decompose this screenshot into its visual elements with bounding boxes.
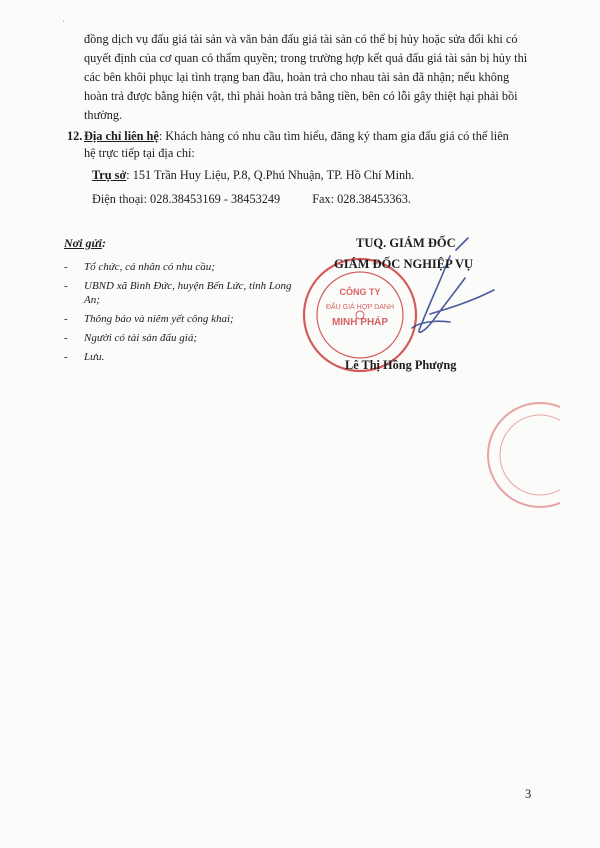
contact-line — [92, 192, 411, 207]
section-12-continuation: hệ trực tiếp tại địa chỉ: — [84, 146, 195, 160]
continued-paragraph — [84, 30, 530, 125]
partial-seal-impression — [480, 395, 560, 515]
section-title: Địa chỉ liên hệ — [84, 129, 159, 143]
address-label: Trụ sở — [92, 168, 127, 182]
section-12-heading — [67, 127, 532, 146]
paragraph-line: hoàn trả được bằng hiện vật, thì phải hoàn trả bằng tiền, bên có lỗi gây thiệt hại phải bồi — [84, 89, 518, 103]
signature-title-line1: TUQ. GIÁM ĐỐC — [356, 236, 456, 250]
margin-mark: ˌ — [62, 12, 65, 22]
section-number: 12. — [67, 129, 83, 143]
phone-number: Điện thoại: 028.38453169 - 38453249 — [92, 192, 281, 206]
recipient-item: - Lưu. — [64, 350, 294, 364]
recipients-heading: Nơi gửi: — [64, 236, 106, 250]
signer-name: Lê Thị Hồng Phượng — [345, 358, 457, 372]
page-number: 3 — [525, 787, 532, 801]
paragraph-line: quyết định của cơ quan có thẩm quyền; trong trường hợp kết quả đấu giá tài sản bị hủy thì — [84, 51, 528, 65]
recipient-item: - Thông báo và niêm yết công khai; — [64, 312, 294, 326]
paragraph-line: đồng dịch vụ đấu giá tài sản và văn bản đấu giá tài sản có thể bị hủy hoặc sửa đổi khi có — [84, 32, 518, 46]
recipients-list — [64, 260, 294, 364]
fax-number: Fax: 028.38453363. — [312, 192, 411, 206]
section-text: : Khách hàng có nhu cầu tìm hiểu, đăng ký tham gia đấu giá có thể liên — [158, 129, 509, 143]
recipient-item: - Người có tài sản đấu giá; — [64, 331, 294, 345]
seal-line-1: CÔNG TY — [339, 287, 381, 297]
recipient-item: - UBND xã Bình Đức, huyện Bến Lức, tỉnh Long An; — [64, 279, 294, 307]
address-line — [92, 168, 414, 183]
paragraph-line: thường. — [84, 108, 123, 122]
seal-line-3: MINH PHÁP — [331, 317, 389, 328]
seal-line-2: ĐẤU GIÁ HỢP DANH — [325, 304, 395, 311]
recipients-block — [64, 236, 294, 369]
recipient-item: - Tổ chức, cá nhân có nhu cầu; — [64, 260, 294, 274]
signature-title-line2: GIÁM ĐỐC NGHIỆP VỤ — [334, 257, 474, 271]
address-value: : 151 Trần Huy Liệu, P.8, Q.Phú Nhuận, TP. Hồ Chí Minh. — [126, 168, 415, 182]
paragraph-line: các bên khôi phục lại tình trạng ban đầu, hoàn trả cho nhau tài sản đã nhận; nếu không — [84, 70, 510, 84]
